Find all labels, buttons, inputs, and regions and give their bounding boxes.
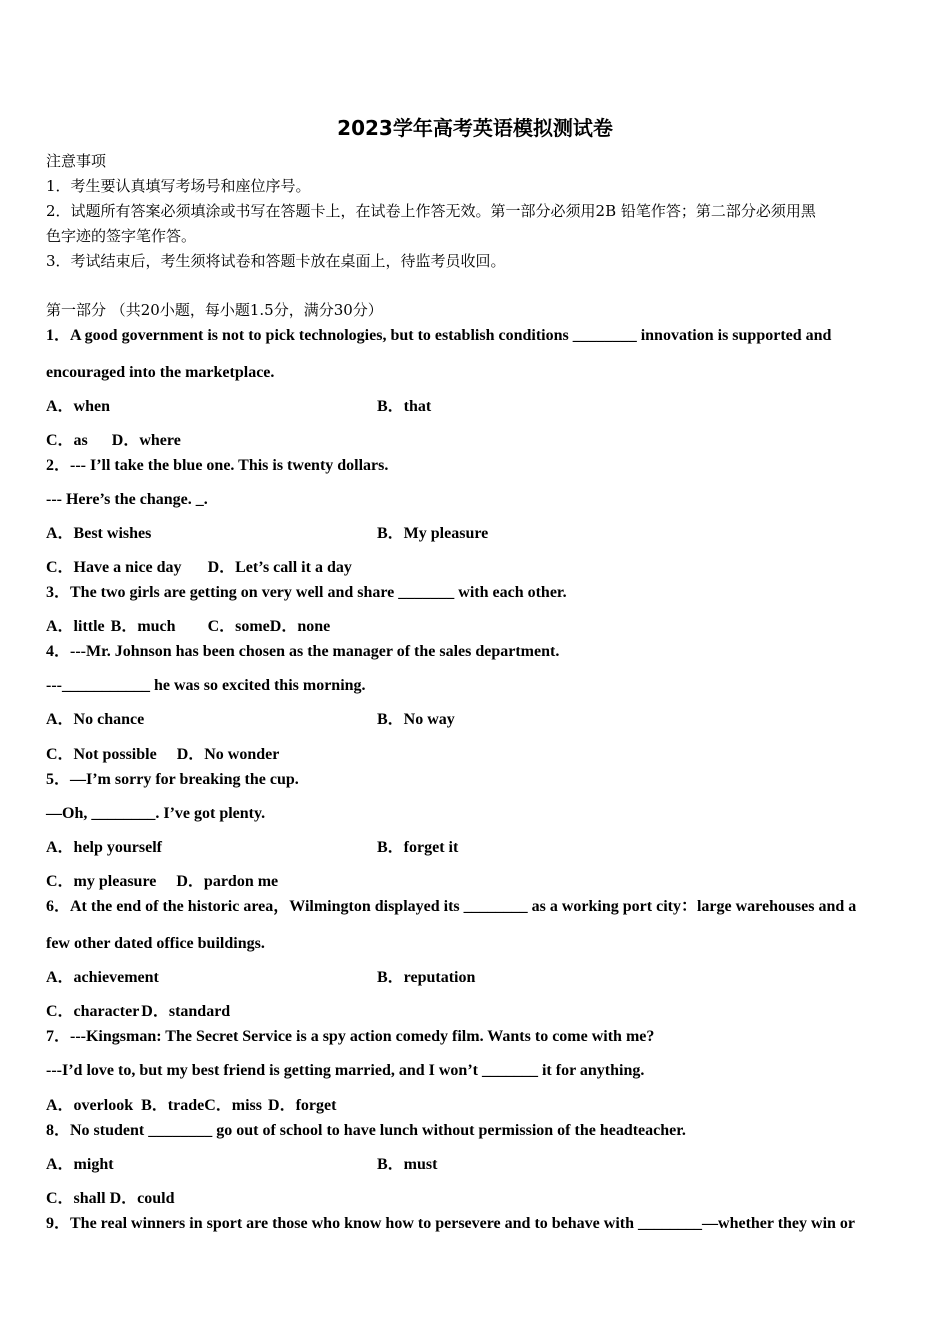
option-d: D．forget <box>268 1097 337 1114</box>
option-d: D．pardon me <box>176 873 279 890</box>
question-stem: encouraged into the marketplace. <box>46 364 275 381</box>
question-stem: 3．The two girls are getting on very well and share _______ with each other. <box>46 584 567 601</box>
option-a: A．help yourself <box>46 839 163 856</box>
notice-item: 2．试题所有答案必须填涂或书写在答题卡上，在试卷上作答无效。第一部分必须用2B 铅笔作答；第二部分必须用黑 <box>46 202 816 220</box>
question-stem: 9．The real winners in sport are those who know how to persevere and to behave with ________—whether they win or <box>46 1215 856 1232</box>
question-stem: 2．--- I’ll take the blue one. This is twenty dollars. <box>46 457 389 474</box>
option-b: B．My pleasure <box>377 525 489 542</box>
question-stem: 8．No student ________ go out of school to have lunch without permission of the headteacher. <box>46 1122 686 1139</box>
option-a: A．achievement <box>46 969 159 986</box>
option-d: D．where <box>111 432 181 449</box>
section-heading: 第一部分 （共20小题，每小题1.5分，满分30分） <box>46 301 383 319</box>
option-b: B．trade <box>141 1097 205 1114</box>
notice-item: 色字迹的签字笔作答。 <box>46 227 197 245</box>
question-stem: 5．—I’m sorry for breaking the cup. <box>46 771 299 788</box>
question-stem: ---___________ he was so excited this morning. <box>46 677 366 694</box>
option-d: D．Let’s call it a day <box>207 559 352 576</box>
option-b: B．must <box>377 1156 438 1173</box>
question-stem: —Oh, ________. I’ve got plenty. <box>46 805 266 822</box>
option-b: B．reputation <box>377 969 476 986</box>
option-d: D．No wonder <box>176 746 280 763</box>
option-a: A．Best wishes <box>46 525 152 542</box>
option-a: A．might <box>46 1156 114 1173</box>
option-a: A．No chance <box>46 711 145 728</box>
option-c: C．character <box>46 1003 140 1020</box>
option-a: A．little <box>46 618 105 635</box>
option-a: A．when <box>46 398 111 415</box>
notice-heading: 注意事项 <box>46 152 107 170</box>
option-c: C．Have a nice day <box>46 559 182 576</box>
question-stem: 7．---Kingsman: The Secret Service is a spy action comedy film. Wants to come with me? <box>46 1028 655 1045</box>
option-d: D．standard <box>141 1003 231 1020</box>
option-a: A．overlook <box>46 1097 134 1114</box>
option-c: C．as <box>46 432 88 449</box>
option-c: C．some <box>207 618 270 635</box>
question-stem: --- Here’s the change. _. <box>46 491 208 508</box>
option-d: D．none <box>269 618 331 635</box>
option-c: C．my pleasure <box>46 873 157 890</box>
page-title: 2023学年高考英语模拟测试卷 <box>337 116 613 140</box>
question-stem: 4．---Mr. Johnson has been chosen as the manager of the sales department. <box>46 643 560 660</box>
option-c: C．Not possible <box>46 746 157 763</box>
option-b: B．forget it <box>377 839 459 856</box>
question-stem: few other dated office buildings. <box>46 935 265 952</box>
question-stem: ---I’d love to, but my best friend is getting married, and I won’t _______ it for anything. <box>46 1062 645 1079</box>
option-c: C．miss <box>204 1097 263 1114</box>
question-stem: 1．A good government is not to pick technologies, but to establish conditions ________ innovation is supported and <box>46 327 832 344</box>
option-b: B．No way <box>377 711 455 728</box>
option-d: D．could <box>109 1190 175 1207</box>
question-stem: 6．At the end of the historic area，Wilmington displayed its ________ as a working port city：large warehouses and a <box>46 898 857 915</box>
notice-item: 3．考试结束后，考生须将试卷和答题卡放在桌面上，待监考员收回。 <box>46 252 506 270</box>
notice-item: 1．考生要认真填写考场号和座位序号。 <box>46 177 311 195</box>
option-b: B．that <box>377 398 432 415</box>
option-b: B．much <box>110 618 176 635</box>
option-c: C．shall <box>46 1190 106 1207</box>
